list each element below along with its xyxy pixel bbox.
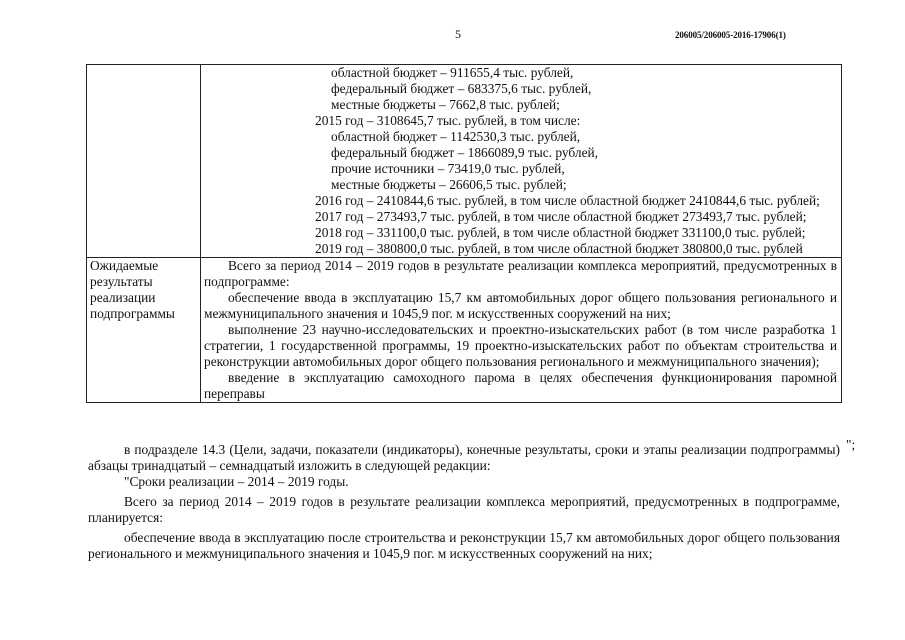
results-paragraph: выполнение 23 научно-исследовательских и проектно-изыскательских работ (в том числе разработка 1 стратегии, 1 государственной программы, 19 проектно-изыскательских работ по объектам строительства и реконструкции автомобильных дорог общего пользования регионального и межмуниципального значения);	[204, 322, 837, 369]
financing-line: федеральный бюджет – 683375,6 тыс. рублей,	[331, 81, 592, 96]
financing-line: местные бюджеты – 7662,8 тыс. рублей;	[331, 97, 560, 112]
closing-quote: ";	[846, 437, 856, 452]
results-paragraph: Всего за период 2014 – 2019 годов в результате реализации комплекса мероприятий, предусмотренных в подпрограмме:	[204, 258, 837, 289]
results-content-cell	[201, 258, 842, 403]
financing-line: областной бюджет – 911655,4 тыс. рублей,	[331, 65, 574, 80]
financing-line: прочие источники – 73419,0 тыс. рублей,	[331, 161, 565, 176]
results-label-line: Ожидаемые	[90, 258, 159, 273]
financing-content-cell	[201, 65, 842, 258]
page-number: 5	[455, 27, 461, 41]
financing-line: 2019 год – 380800,0 тыс. рублей, в том числе областной бюджет 380800,0 тыс. рублей	[315, 241, 803, 256]
financing-line: областной бюджет – 1142530,3 тыс. рублей,	[331, 129, 581, 144]
results-label-cell	[87, 258, 201, 403]
financing-line: местные бюджеты – 26606,5 тыс. рублей;	[331, 177, 567, 192]
amendment-text	[88, 438, 840, 562]
results-label-line: результаты	[90, 274, 153, 289]
financing-label-cell	[87, 65, 201, 258]
body-paragraph: Всего за период 2014 – 2019 годов в результате реализации комплекса мероприятий, предусмотренных в подпрограмме, планируется:	[88, 494, 840, 525]
results-row	[87, 258, 842, 403]
results-label-line: реализации	[90, 290, 156, 305]
results-paragraph: введение в эксплуатацию самоходного парома в целях обеспечения функционирования паромной переправы	[204, 370, 837, 401]
financing-line: федеральный бюджет – 1866089,9 тыс. рублей,	[331, 145, 599, 160]
body-paragraph: обеспечение ввода в эксплуатацию после строительства и реконструкции 15,7 км автомобильных дорог общего пользования регионального и межмуниципального значения и 1045,9 пог. м искусственных сооружений на них;	[88, 530, 840, 561]
results-label-line: подпрограммы	[90, 306, 175, 321]
body-paragraph: "Сроки реализации – 2014 – 2019 годы.	[124, 474, 349, 489]
document-code: 206005/206005-2016-17906(1)	[675, 30, 786, 40]
financing-line: 2015 год – 3108645,7 тыс. рублей, в том числе:	[315, 113, 581, 128]
subprogram-passport-table	[86, 64, 842, 403]
financing-row	[87, 65, 842, 258]
financing-line: 2017 год – 273493,7 тыс. рублей, в том числе областной бюджет 273493,7 тыс. рублей;	[315, 209, 807, 224]
body-paragraph: в подразделе 14.3 (Цели, задачи, показатели (индикаторы), конечные результаты, сроки и этапы реализации подпрограммы) абзацы тринадцатый – семнадцатый изложить в следующей редакции:	[88, 442, 840, 473]
financing-line: 2016 год – 2410844,6 тыс. рублей, в том числе областной бюджет 2410844,6 тыс. рублей;	[315, 193, 820, 208]
financing-line: 2018 год – 331100,0 тыс. рублей, в том числе областной бюджет 331100,0 тыс. рублей;	[315, 225, 806, 240]
results-paragraph: обеспечение ввода в эксплуатацию 15,7 км автомобильных дорог общего пользования регионального и межмуниципального значения и 1045,9 пог. м искусственных сооружений на них;	[204, 290, 837, 321]
